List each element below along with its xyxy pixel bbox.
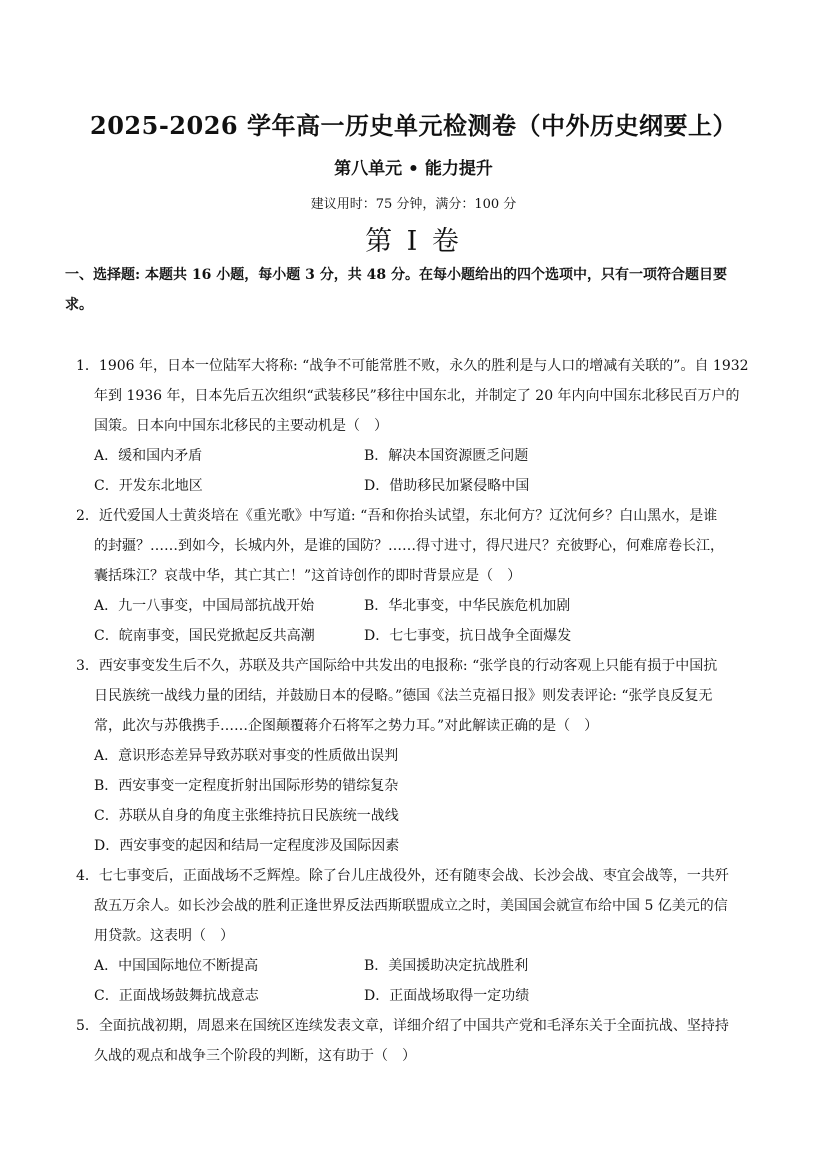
question-1-option-d[interactable]: D．借助移民加紧侵略中国 xyxy=(364,478,530,494)
volume-heading: 第 I 卷 xyxy=(365,226,462,257)
question-1-option-a[interactable]: A．缓和国内矛盾 xyxy=(94,448,203,464)
question-4-option-d[interactable]: D．正面战场取得一定功绩 xyxy=(364,988,530,1004)
question-2-option-b[interactable]: B．华北事变，中华民族危机加剧 xyxy=(364,598,571,614)
question-1-line-3: 国策。日本向中国东北移民的主要动机是（ ） xyxy=(94,418,388,434)
question-2-option-c[interactable]: C．皖南事变，国民党掀起反共高潮 xyxy=(94,628,315,644)
question-1-option-c[interactable]: C．开发东北地区 xyxy=(94,478,203,494)
question-2-line-1: 2．近代爱国人士黄炎培在《重光歌》中写道: “吾和你抬头试望，东北何方？辽沈何乡？白山黑水，是谁 xyxy=(76,508,718,524)
section-instruction-line-2: 求。 xyxy=(65,297,93,313)
question-2-option-d[interactable]: D．七七事变，抗日战争全面爆发 xyxy=(364,628,572,644)
question-4-line-3: 用贷款。这表明（ ） xyxy=(94,928,234,944)
question-2-option-a[interactable]: A．九一八事变，中国局部抗战开始 xyxy=(94,598,315,614)
question-3-option-c[interactable]: C．苏联从自身的角度主张维持抗日民族统一战线 xyxy=(94,808,399,824)
question-3-line-3: 常，此次与苏俄携手……企图颠覆蒋介石将军之势力耳。”对此解读正确的是（ ） xyxy=(94,718,599,734)
question-3-option-d[interactable]: D．西安事变的起因和结局一定程度涉及国际因素 xyxy=(94,838,400,854)
question-5-line-2: 久战的观点和战争三个阶段的判断，这有助于（ ） xyxy=(94,1048,416,1064)
question-3-line-1: 3．西安事变发生后不久，苏联及共产国际给中共发出的电报称: “张学良的行动客观上只能有损于中国抗 xyxy=(76,658,718,674)
question-5-line-1: 5．全面抗战初期，周恩来在国统区连续发表文章，详细介绍了中国共产党和毛泽东关于全面抗战、坚持持 xyxy=(76,1018,729,1034)
time-score-info: 建议用时：75 分钟，满分：100 分 xyxy=(310,197,517,212)
question-4-option-a[interactable]: A．中国国际地位不断提高 xyxy=(94,958,259,974)
question-4-option-c[interactable]: C．正面战场鼓舞抗战意志 xyxy=(94,988,259,1004)
question-2-line-3: 囊括珠江？哀哉中华，其亡其亡！”这首诗创作的即时背景应是（ ） xyxy=(94,568,522,584)
section-instruction-line-1: 一、选择题: 本题共 16 小题，每小题 3 分，共 48 分。在每小题给出的四个选项中，只有一项符合题目要 xyxy=(65,267,727,283)
question-1-option-b[interactable]: B．解决本国资源匮乏问题 xyxy=(364,448,529,464)
question-3-option-b[interactable]: B．西安事变一定程度折射出国际形势的错综复杂 xyxy=(94,778,399,794)
exam-title: 2025-2026 学年高一历史单元检测卷（中外历史纲要上） xyxy=(90,111,737,140)
question-1-line-2: 年到 1936 年，日本先后五次组织“武装移民”移往中国东北，并制定了 20 年内向中国东北移民百万户的 xyxy=(94,388,740,404)
question-4-line-2: 敌五万余人。如长沙会战的胜利正逢世界反法西斯联盟成立之时，美国国会就宣布给中国 5 亿美元的信 xyxy=(94,898,728,914)
question-3-option-a[interactable]: A．意识形态差异导致苏联对事变的性质做出误判 xyxy=(94,748,399,764)
question-4-line-1: 4．七七事变后，正面战场不乏辉煌。除了台儿庄战役外，还有随枣会战、长沙会战、枣宜会战等，一共歼 xyxy=(76,868,729,884)
question-1-line-1: 1．1906 年，日本一位陆军大将称: “战争不可能常胜不败，永久的胜利是与人口的增减有关联的”。自 1932 xyxy=(76,358,749,374)
question-4-option-b[interactable]: B．美国援助决定抗战胜利 xyxy=(364,958,529,974)
question-2-line-2: 的封疆？……到如今，长城内外，是谁的国防？……得寸进寸，得尺进尺？充彼野心，何难席卷长江， xyxy=(94,538,724,554)
question-3-line-2: 日民族统一战线力量的团结，并鼓励日本的侵略。”德国《法兰克福日报》则发表评论: “张学良反复无 xyxy=(94,688,713,704)
unit-subtitle: 第八单元 • 能力提升 xyxy=(334,159,493,179)
